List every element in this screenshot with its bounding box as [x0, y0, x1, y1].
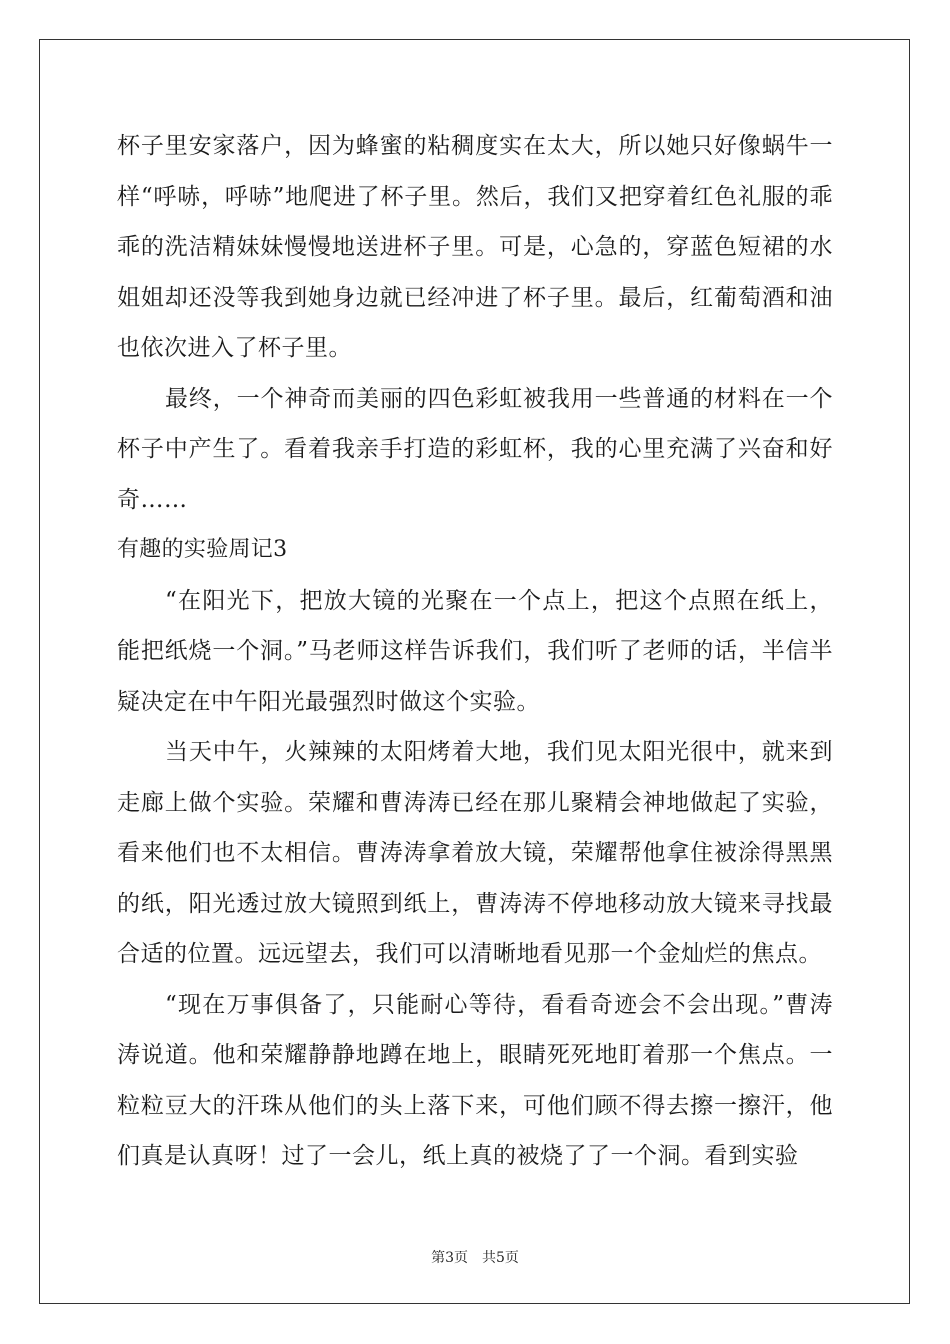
paragraph-waiting: “现在万事俱备了，只能耐心等待，看看奇迹会不会出现。”曹涛涛说道。他和荣耀静静地蹲在地上，眼睛死死地盯着那一个焦点。一粒粒豆大的汗珠从他们的头上落下来，可他们顾不得去擦一擦汗，他们真是认真呀！过了一会儿，纸上真的被烧了了一个洞。看到实验 [117, 991, 833, 1169]
paragraph-rainbow-conclusion: 最终，一个神奇而美丽的四色彩虹被我用一些普通的材料在一个杯子中产生了。看着我亲手打造的彩虹杯，我的心里充满了兴奋和好奇…… [117, 385, 833, 513]
section-heading: 有趣的实验周记3 [117, 537, 288, 562]
paragraph-teacher-quote: “在阳光下，把放大镜的光聚在一个点上，把这个点照在纸上，能把纸烧一个洞。”马老师这样告诉我们，我们听了老师的话，半信半疑决定在中午阳光最强烈时做这个实验。 [117, 587, 833, 715]
page-number-footer: 第3页 共5页 [431, 1250, 519, 1266]
document-body [117, 121, 833, 1182]
paragraph-noon-experiment: 当天中午，火辣辣的太阳烤着大地，我们见太阳光很中，就来到走廊上做个实验。荣耀和曹涛涛已经在那儿聚精会神地做起了实验，看来他们也不太相信。曹涛涛拿着放大镜，荣耀帮他拿住被涂得黑黑的纸，阳光透过放大镜照到纸上，曹涛涛不停地移动放大镜来寻找最合适的位置。远远望去，我们可以清晰地看见那一个金灿烂的焦点。 [117, 739, 833, 967]
paragraph-continued: 杯子里安家落户，因为蜂蜜的粘稠度实在太大，所以她只好像蜗牛一样“呼哧，呼哧”地爬进了杯子里。然后，我们又把穿着红色礼服的乖乖的洗洁精妹妹慢慢地送进杯子里。可是，心急的，穿蓝色短裙的水姐姐却还没等我到她身边就已经冲进了杯子里。最后，红葡萄酒和油也依次进入了杯子里。 [117, 133, 833, 361]
